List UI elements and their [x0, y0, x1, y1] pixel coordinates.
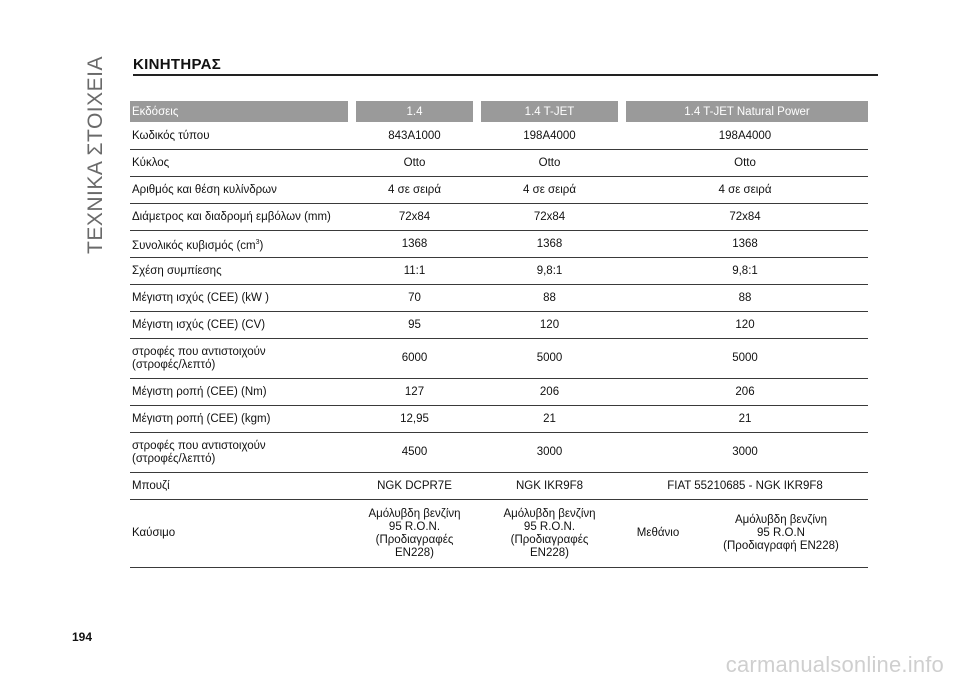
cell-value: 3000	[477, 433, 622, 473]
header-versions: Εκδόσεις	[130, 101, 352, 123]
table-row	[130, 231, 868, 258]
row-label: Μπουζί	[130, 473, 352, 500]
fuel-line: (Προδιαγραφές	[510, 533, 589, 546]
label-line: στροφές που αντιστοιχούν	[132, 345, 266, 358]
label-text-end: )	[259, 239, 264, 252]
header-1-4-tjet-natural-power: 1.4 T-JET Natural Power	[622, 101, 868, 123]
table-row	[130, 204, 868, 231]
table-row	[130, 339, 868, 379]
row-label	[130, 433, 352, 473]
cell-value	[694, 500, 868, 568]
table-row	[130, 379, 868, 406]
cell-value: NGK DCPR7E	[352, 473, 477, 500]
cell-value: 70	[352, 285, 477, 312]
cell-value: 120	[477, 312, 622, 339]
cell-value: 95	[352, 312, 477, 339]
cell-value: Otto	[352, 150, 477, 177]
cell-value: 72x84	[622, 204, 868, 231]
cell-value: 11:1	[352, 258, 477, 285]
cell-value: 3000	[622, 433, 868, 473]
superscript-three: 3	[255, 238, 260, 246]
page-number: 194	[72, 630, 93, 644]
cell-value: 72x84	[352, 204, 477, 231]
cell-value	[477, 500, 622, 568]
fuel-line: (Προδιαγραφές	[375, 533, 454, 546]
cell-value-methane: Μεθάνιο	[622, 500, 694, 568]
cell-value: 21	[622, 406, 868, 433]
fuel-line: 95 R.O.N.	[523, 520, 576, 533]
watermark: carmanualsonline.info	[725, 652, 944, 677]
engine-spec-table	[130, 101, 868, 568]
cell-value	[352, 500, 477, 568]
row-label: Σχέση συμπίεσης	[130, 258, 352, 285]
table-header-row	[130, 101, 868, 123]
table-row	[130, 285, 868, 312]
fuel-line: 95 R.O.N	[757, 527, 805, 539]
cell-value: 198A4000	[622, 123, 868, 150]
fuel-line: Αμόλυβδη βενζίνη	[734, 514, 828, 526]
row-label	[130, 339, 352, 379]
cell-value: 127	[352, 379, 477, 406]
cell-value: FIAT 55210685 - NGK IKR9F8	[622, 473, 868, 500]
row-label: Μέγιστη ροπή (CEE) (Nm)	[130, 379, 352, 406]
table-row	[130, 433, 868, 473]
row-label	[130, 231, 352, 258]
cell-value: 1368	[352, 231, 477, 258]
cell-value: 206	[477, 379, 622, 406]
cell-value: 72x84	[477, 204, 622, 231]
table-row	[130, 123, 868, 150]
cell-value: 4500	[352, 433, 477, 473]
cell-value: 88	[622, 285, 868, 312]
row-label: Μέγιστη ισχύς (CEE) (kW )	[130, 285, 352, 312]
label-line: (στροφές/λεπτό)	[132, 358, 216, 371]
row-label: Κύκλος	[130, 150, 352, 177]
header-1-4: 1.4	[352, 101, 477, 123]
cell-value: 88	[477, 285, 622, 312]
table-row	[130, 406, 868, 433]
cell-value: 120	[622, 312, 868, 339]
fuel-line: EN228)	[395, 546, 434, 559]
row-label: Αριθμός και θέση κυλίνδρων	[130, 177, 352, 204]
table-row	[130, 150, 868, 177]
fuel-line: Αμόλυβδη βενζίνη	[503, 507, 596, 520]
cell-value: 4 σε σειρά	[622, 177, 868, 204]
cell-value: 5000	[622, 339, 868, 379]
fuel-line: (Προδιαγραφή EN228)	[723, 540, 839, 552]
side-title-text: ΤΕΧΝΙΚΑ ΣΤΟΙΧΕΙΑ	[84, 56, 107, 254]
cell-value: 9,8:1	[622, 258, 868, 285]
row-label: Διάμετρος και διαδρομή εμβόλων (mm)	[130, 204, 352, 231]
cell-value: 198A4000	[477, 123, 622, 150]
cell-value: 206	[622, 379, 868, 406]
table-row	[130, 258, 868, 285]
title-divider	[133, 74, 878, 76]
table-row	[130, 500, 868, 568]
table-row	[130, 312, 868, 339]
cell-value: NGK IKR9F8	[477, 473, 622, 500]
label-line: (στροφές/λεπτό)	[132, 452, 216, 465]
page-title: ΚΙΝΗΤΗΡΑΣ	[133, 56, 222, 73]
cell-value: 1368	[477, 231, 622, 258]
cell-value: 21	[477, 406, 622, 433]
table-row	[130, 473, 868, 500]
cell-value: Otto	[622, 150, 868, 177]
cell-value: 12,95	[352, 406, 477, 433]
fuel-line: 95 R.O.N.	[388, 520, 441, 533]
cell-value: 5000	[477, 339, 622, 379]
table-row	[130, 177, 868, 204]
fuel-line: EN228)	[530, 546, 569, 559]
row-label: Κωδικός τύπου	[130, 123, 352, 150]
row-label: Μέγιστη ροπή (CEE) (kgm)	[130, 406, 352, 433]
fuel-line: Αμόλυβδη βενζίνη	[368, 507, 461, 520]
label-text: Συνολικός κυβισμός (cm	[132, 239, 256, 252]
cell-value: 4 σε σειρά	[477, 177, 622, 204]
cell-value: 843A1000	[352, 123, 477, 150]
row-label: Μέγιστη ισχύς (CEE) (CV)	[130, 312, 352, 339]
cell-value: Otto	[477, 150, 622, 177]
header-1-4-tjet: 1.4 T-JET	[477, 101, 622, 123]
label-line: στροφές που αντιστοιχούν	[132, 439, 266, 452]
cell-value: 6000	[352, 339, 477, 379]
cell-value: 9,8:1	[477, 258, 622, 285]
cell-value: 4 σε σειρά	[352, 177, 477, 204]
row-label: Καύσιμο	[130, 500, 352, 568]
side-section-title	[82, 45, 110, 265]
cell-value: 1368	[622, 231, 868, 258]
